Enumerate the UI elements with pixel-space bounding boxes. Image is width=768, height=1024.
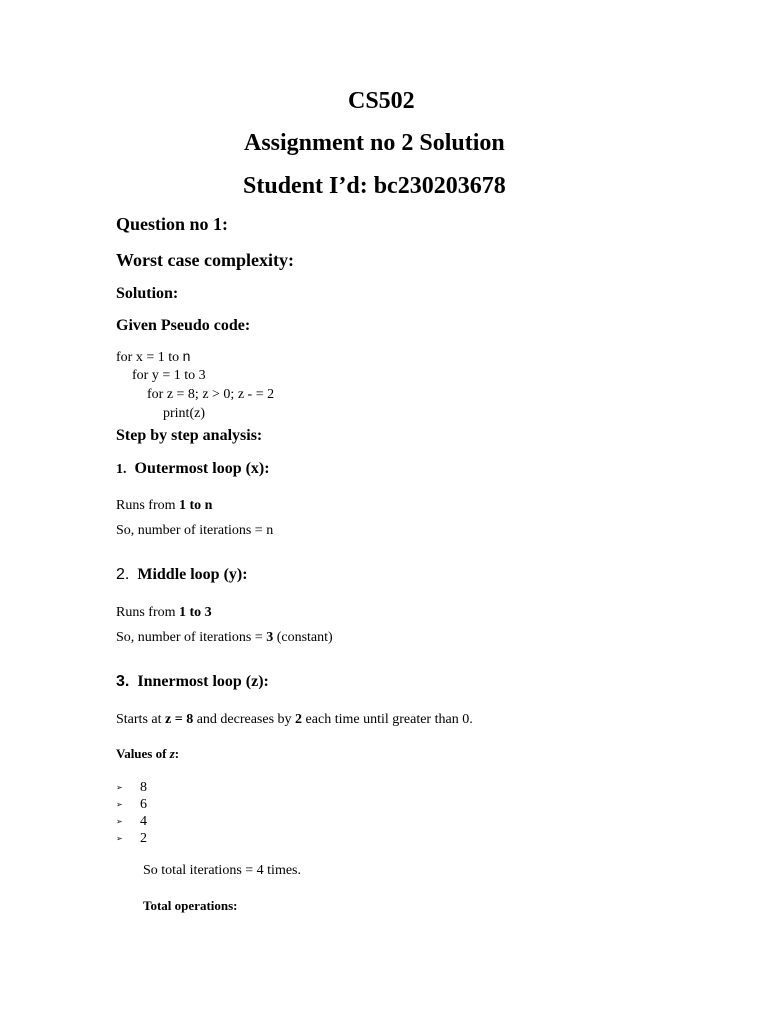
arrow-bullet-icon: ➢ xyxy=(116,783,123,792)
list-item xyxy=(116,830,147,847)
code-line-1-text: for x = 1 to xyxy=(116,350,183,365)
loop1-runs xyxy=(116,498,212,514)
pseudo-code-label: Given Pseudo code: xyxy=(116,317,251,334)
loop3-start-mid: and decreases by xyxy=(193,712,296,727)
assignment-title: Assignment no 2 Solution xyxy=(244,130,505,156)
loop2-iterations xyxy=(116,630,333,646)
loop3-start-value: z = 8 xyxy=(165,712,194,727)
list-item xyxy=(116,779,147,796)
question-topic: Worst case complexity: xyxy=(116,250,294,270)
arrow-bullet-icon: ➢ xyxy=(116,800,123,809)
values-label xyxy=(116,746,179,762)
loop1-heading xyxy=(116,460,270,478)
code-line-4: print(z) xyxy=(163,406,205,421)
loop2-heading xyxy=(116,566,248,584)
total-iterations: So total iterations = 4 times. xyxy=(143,863,301,878)
loop2-runs xyxy=(116,605,212,621)
loop3-start-text: Starts at xyxy=(116,712,165,727)
loop1-runs-range: 1 to n xyxy=(179,498,213,513)
arrow-bullet-icon: ➢ xyxy=(116,834,123,843)
list-item xyxy=(116,796,147,813)
total-operations-label: Total operations: xyxy=(143,898,238,913)
loop2-iter-note: (constant) xyxy=(273,630,333,645)
loop2-title: Middle loop (y): xyxy=(137,566,248,583)
values-label-colon: : xyxy=(174,746,180,761)
code-line-1 xyxy=(116,348,190,366)
solution-label: Solution: xyxy=(116,285,179,302)
loop2-number: 2. xyxy=(116,566,130,583)
loop2-iter-text: So, number of iterations = xyxy=(116,630,267,645)
code-line-2: for y = 1 to 3 xyxy=(132,368,206,383)
loop2-runs-text: Runs from xyxy=(116,605,179,620)
z-value: 8 xyxy=(140,780,147,795)
loop3-heading xyxy=(116,673,269,691)
code-line-1-var: n xyxy=(182,348,191,364)
loop3-step-value: 2 xyxy=(295,712,303,727)
loop3-start-end: each time until greater than 0. xyxy=(302,712,473,727)
loop3-title: Innermost loop (z): xyxy=(137,673,269,690)
loop3-start xyxy=(116,712,473,728)
loop2-runs-range: 1 to 3 xyxy=(179,605,212,620)
arrow-bullet-icon: ➢ xyxy=(116,817,123,826)
loop1-title: Outermost loop (x): xyxy=(134,460,270,477)
list-item xyxy=(116,813,147,830)
z-value: 2 xyxy=(140,831,147,846)
loop3-number: 3. xyxy=(116,673,130,690)
z-value: 4 xyxy=(140,814,147,829)
values-label-var: z xyxy=(169,746,175,761)
z-values-list xyxy=(116,779,147,847)
course-code: CS502 xyxy=(348,88,415,114)
values-label-text: Values of xyxy=(116,746,170,761)
question-title: Question no 1: xyxy=(116,214,229,234)
analysis-heading: Step by step analysis: xyxy=(116,427,263,444)
loop1-number: 1. xyxy=(116,462,127,477)
loop2-iter-value: 3 xyxy=(266,630,274,645)
student-id: Student I’d: bc230203678 xyxy=(243,173,506,199)
z-value: 6 xyxy=(140,797,147,812)
code-line-3: for z = 8; z > 0; z - = 2 xyxy=(147,387,275,402)
loop1-runs-text: Runs from xyxy=(116,498,179,513)
loop1-iterations: So, number of iterations = n xyxy=(116,523,274,538)
